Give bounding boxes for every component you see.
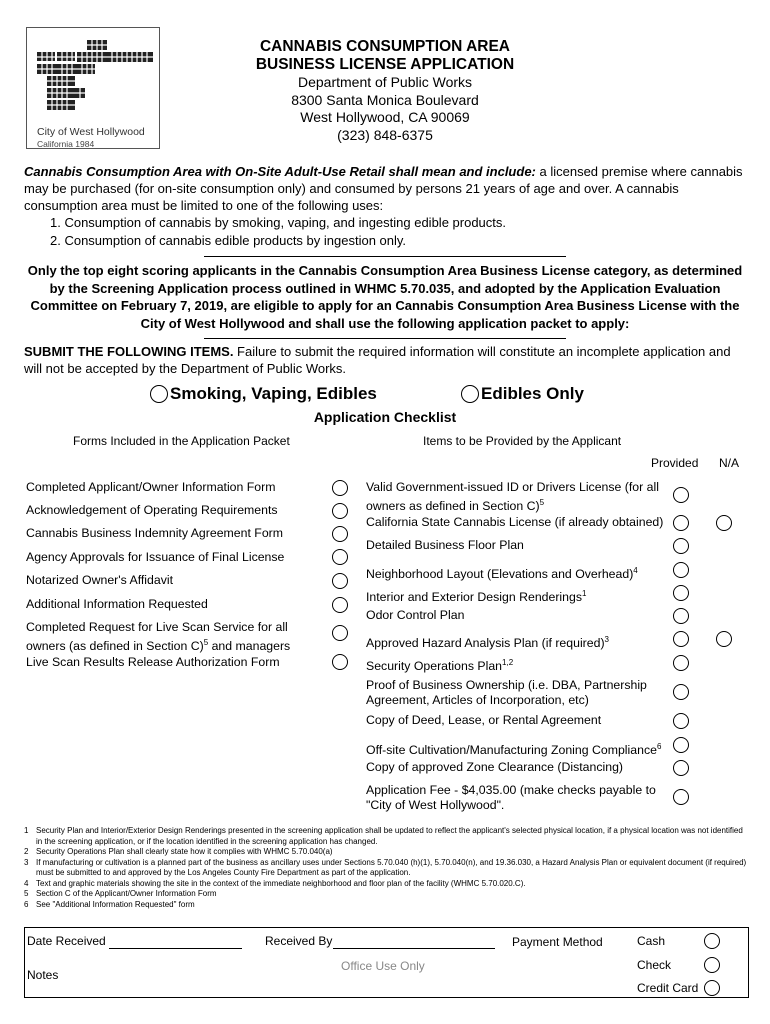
- item-government-id: Valid Government-issued ID or Drivers License (for all owners as defined in Section C)$^5$: [366, 480, 659, 514]
- footnotes: [24, 826, 749, 910]
- option-smoking-label: Smoking, Vaping, Edibles: [170, 384, 377, 403]
- department-address: [200, 74, 570, 144]
- item-neighborhood-layout: Neighborhood Layout (Elevations and Overhead)$^4$: [366, 566, 638, 582]
- cash-radio[interactable]: [704, 933, 720, 949]
- form-title-line2: BUSINESS LICENSE APPLICATION: [255, 56, 515, 73]
- office-use-box: [24, 927, 749, 998]
- submit-lead: SUBMIT THE FOLLOWING ITEMS.: [24, 344, 234, 359]
- radio-edibles[interactable]: [461, 385, 479, 403]
- form-check-4[interactable]: [332, 549, 348, 565]
- use-item-1: 1. Consumption of cannabis by smoking, vaping, and ingesting edible products.: [50, 215, 507, 230]
- submit-body: Failure to submit the required information will constitute an incomplete application and will not be accepted by the Department of Public Works.: [24, 344, 731, 376]
- check-radio[interactable]: [704, 957, 720, 973]
- form-check-8[interactable]: [332, 654, 348, 670]
- form-applicant-owner: Completed Applicant/Owner Information Form: [26, 480, 276, 494]
- option-edibles-only[interactable]: [461, 384, 584, 404]
- divider-top: [204, 256, 566, 257]
- form-check-1[interactable]: [332, 480, 348, 496]
- form-title: [200, 38, 570, 74]
- intro-definition: [24, 163, 749, 214]
- item-application-fee: Application Fee - $4,035.00 (make checks payable to "City of West Hollywood".: [366, 783, 656, 812]
- radio-smoking[interactable]: [150, 385, 168, 403]
- item-floor-plan: Detailed Business Floor Plan: [366, 538, 524, 552]
- submit-instructions: [24, 343, 749, 377]
- intro-lead: Cannabis Consumption Area with On-Site Adult-Use Retail shall mean and include:: [24, 164, 536, 179]
- footnote-1: 1 Security Plan and Interior/Exterior Design Renderings presented in the screening application shall be updated to reflect the applicant's selected physical location, if a physical location was not identified in the screening application, or if the location identified in the screening application has changed.: [24, 826, 743, 846]
- form-agency-approvals: Agency Approvals for Issuance of Final License: [26, 550, 285, 564]
- na-check-state[interactable]: [716, 515, 732, 531]
- provided-check-security[interactable]: [673, 655, 689, 671]
- provided-check-zone[interactable]: [673, 760, 689, 776]
- provided-check-neigh[interactable]: [673, 562, 689, 578]
- form-live-scan-line2: owners (as defined in Section C)$^5$ and managers: [26, 638, 291, 654]
- department-phone: (323) 848-6375: [337, 126, 433, 143]
- form-title-line1: CANNABIS CONSUMPTION AREA: [259, 38, 510, 55]
- item-proof-ownership: Proof of Business Ownership (i.e. DBA, Partnership Agreement, Articles of Incorporation, etc): [366, 678, 647, 707]
- forms-column-header: Forms Included in the Application Packet: [73, 434, 290, 448]
- form-live-scan-release: Live Scan Results Release Authorization Form: [26, 655, 280, 669]
- option-smoking-vaping-edibles[interactable]: [150, 384, 377, 404]
- form-acknowledgement: Acknowledgement of Operating Requirements: [26, 503, 278, 517]
- footnote-6: 6 See "Additional Information Requested" form: [24, 899, 195, 909]
- form-additional-info: Additional Information Requested: [26, 597, 208, 611]
- form-check-7[interactable]: [332, 625, 348, 641]
- intro-body: a licensed premise where cannabis may be purchased (for on-site consumption only) and consumed by persons 21 years of age and over. A cannabis consumption area must be limited to one of the following uses:: [24, 164, 743, 213]
- item-design-renderings: Interior and Exterior Design Renderings$^1$: [366, 589, 587, 605]
- checklist-title: Application Checklist: [313, 409, 457, 425]
- form-owner-affidavit: Notarized Owner's Affidavit: [26, 573, 174, 587]
- logo-year: California 1984: [37, 139, 95, 149]
- item-zone-clearance: Copy of approved Zone Clearance (Distancing): [366, 760, 624, 774]
- date-received-field[interactable]: [109, 948, 242, 949]
- form-live-scan-line1: Completed Request for Live Scan Service for all: [26, 620, 288, 634]
- check-label: Check: [637, 958, 672, 972]
- item-state-license: California State Cannabis License (if already obtained): [366, 515, 664, 529]
- form-check-2[interactable]: [332, 503, 348, 519]
- eligibility-notice: Only the top eight scoring applicants in the Cannabis Consumption Area Business License category, as determined by the Screening Application process outlined in WHMC 5.70.035, and adopted by the Application Evaluation Committee on February 7, 2019, are eligible to apply for an Cannabis Consumption Area Business License with the City of West Hollywood and shall use the following application packet to apply:: [27, 263, 743, 331]
- provided-check-offsite[interactable]: [673, 737, 689, 753]
- item-offsite-zoning: Off-site Cultivation/Manufacturing Zoning Compliance$^6$: [366, 742, 662, 758]
- credit-card-label: Credit Card: [637, 981, 699, 995]
- form-indemnity: Cannabis Business Indemnity Agreement Form: [26, 526, 283, 540]
- items-column-header: Items to be Provided by the Applicant: [423, 434, 622, 448]
- footnote-4: 4 Text and graphic materials showing the site in the context of the immediate neighborhood and floor plan of the facility (WHMC 5.70.020.C).: [24, 878, 526, 888]
- department-street: 8300 Santa Monica Boulevard: [291, 91, 479, 108]
- item-deed-lease: Copy of Deed, Lease, or Rental Agreement: [366, 713, 602, 727]
- item-hazard-analysis: Approved Hazard Analysis Plan (if required)$^3$: [366, 635, 609, 651]
- provided-check-proof[interactable]: [673, 684, 689, 700]
- department-city: West Hollywood, CA 90069: [300, 109, 470, 125]
- uses-list: [50, 214, 506, 249]
- provided-check-floor[interactable]: [673, 538, 689, 554]
- city-logo: [26, 27, 160, 149]
- payment-method-label: Payment Method: [512, 935, 603, 949]
- form-check-3[interactable]: [332, 526, 348, 542]
- provided-check-deed[interactable]: [673, 713, 689, 729]
- logo-city-name: City of West Hollywood: [37, 126, 145, 138]
- provided-check-id[interactable]: [673, 487, 689, 503]
- use-item-2: 2. Consumption of cannabis edible products by ingestion only.: [50, 232, 407, 248]
- form-check-5[interactable]: [332, 573, 348, 589]
- provided-header: Provided: [651, 456, 699, 470]
- footnote-2: 2 Security Operations Plan shall clearly state how it complies with WHMC 5.70.040(a): [24, 847, 333, 856]
- office-use-only-label: Office Use Only: [341, 959, 425, 973]
- received-by-label: Received By: [265, 934, 333, 948]
- provided-check-hazard[interactable]: [673, 631, 689, 647]
- form-live-scan-request: [26, 620, 290, 654]
- date-received-label: Date Received: [27, 934, 106, 948]
- item-security-plan: Security Operations Plan$^{1,2}$: [366, 658, 514, 674]
- cash-label: Cash: [637, 934, 666, 948]
- received-by-field[interactable]: [333, 948, 495, 949]
- notes-label: Notes: [27, 968, 59, 982]
- credit-card-radio[interactable]: [704, 980, 720, 996]
- footnote-5: 5 Section C of the Applicant/Owner Information Form: [24, 889, 217, 898]
- city-logo-mark: [37, 40, 153, 112]
- na-check-hazard[interactable]: [716, 631, 732, 647]
- footnote-3: 3 If manufacturing or cultivation is a planned part of the business as ancillary uses under Sections 5.70.040 (h)(1), 5.70.040(n), and 19.36.030, a Hazard Analysis Plan or equivalent document (if required) must be submitted to and approved by the Los Angeles County Fire Department as part of the application.: [24, 857, 747, 877]
- option-edibles-label: Edibles Only: [481, 384, 584, 403]
- provided-check-interior[interactable]: [673, 585, 689, 601]
- divider-bottom: [204, 338, 566, 339]
- provided-check-state[interactable]: [673, 515, 689, 531]
- provided-check-odor[interactable]: [673, 608, 689, 624]
- form-check-6[interactable]: [332, 597, 348, 613]
- provided-check-fee[interactable]: [673, 789, 689, 805]
- department-name: Department of Public Works: [297, 74, 473, 90]
- item-odor-control: Odor Control Plan: [366, 608, 465, 622]
- na-header: N/A: [719, 456, 740, 470]
